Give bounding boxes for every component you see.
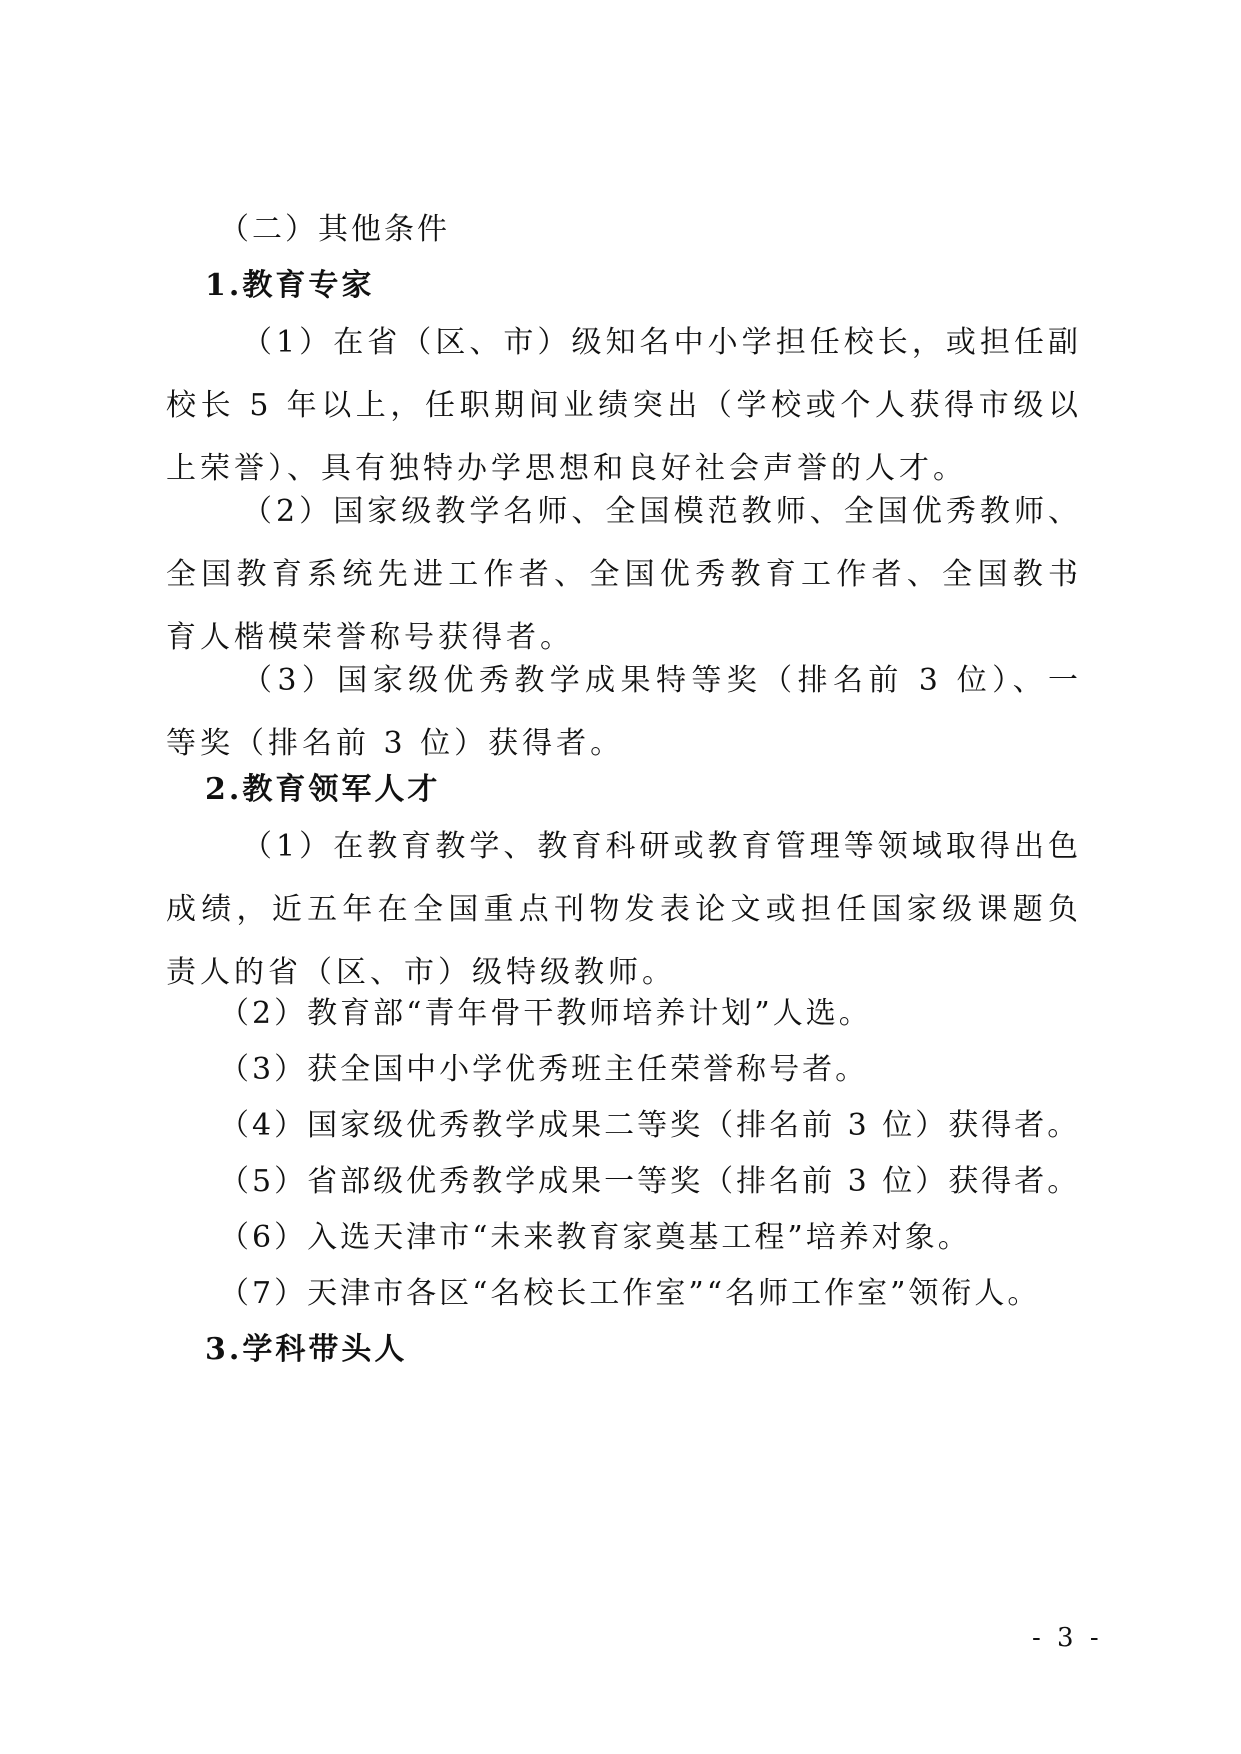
paragraph-expert-1: （1）在省（区、市）级知名中小学担任校长，或担任副校长 5 年以上，任职期间业绩突出（学校或个人获得市级以上荣誉）、具有独特办学思想和良好社会声誉的人才。 (166, 325, 1082, 486)
paragraph-expert-3: （3）国家级优秀教学成果特等奖（排名前 3 位）、一等奖（排名前 3 位）获得者。 (166, 663, 1082, 761)
group-title-subject-leader: 3.学科带头人 (205, 1332, 408, 1367)
paragraph-expert-2: （2）国家级教学名师、全国模范教师、全国优秀教师、全国教育系统先进工作者、全国优秀教育工作者、全国教书育人楷模荣誉称号获得者。 (166, 494, 1082, 655)
paragraph-leader-5: （5）省部级优秀教学成果一等奖（排名前 3 位）获得者。 (219, 1164, 1081, 1199)
paragraph-leader-7: （7）天津市各区“名校长工作室”“名师工作室”领衔人。 (219, 1276, 1041, 1311)
paragraph-leader-3: （3）获全国中小学优秀班主任荣誉称号者。 (219, 1052, 869, 1087)
group-title-education-expert: 1.教育专家 (205, 268, 375, 303)
section-heading: （二）其他条件 (219, 212, 450, 247)
page-number: - 3 - (1032, 1623, 1103, 1653)
paragraph-leader-4: （4）国家级优秀教学成果二等奖（排名前 3 位）获得者。 (219, 1108, 1081, 1143)
paragraph-leader-2: （2）教育部“青年骨干教师培养计划”人选。 (219, 996, 872, 1031)
paragraph-leader-6: （6）入选天津市“未来教育家奠基工程”培养对象。 (219, 1220, 971, 1255)
group-title-education-leader: 2.教育领军人才 (205, 772, 441, 807)
paragraph-leader-1: （1）在教育教学、教育科研或教育管理等领域取得出色成绩，近五年在全国重点刊物发表论文或担任国家级课题负责人的省（区、市）级特级教师。 (166, 829, 1082, 990)
